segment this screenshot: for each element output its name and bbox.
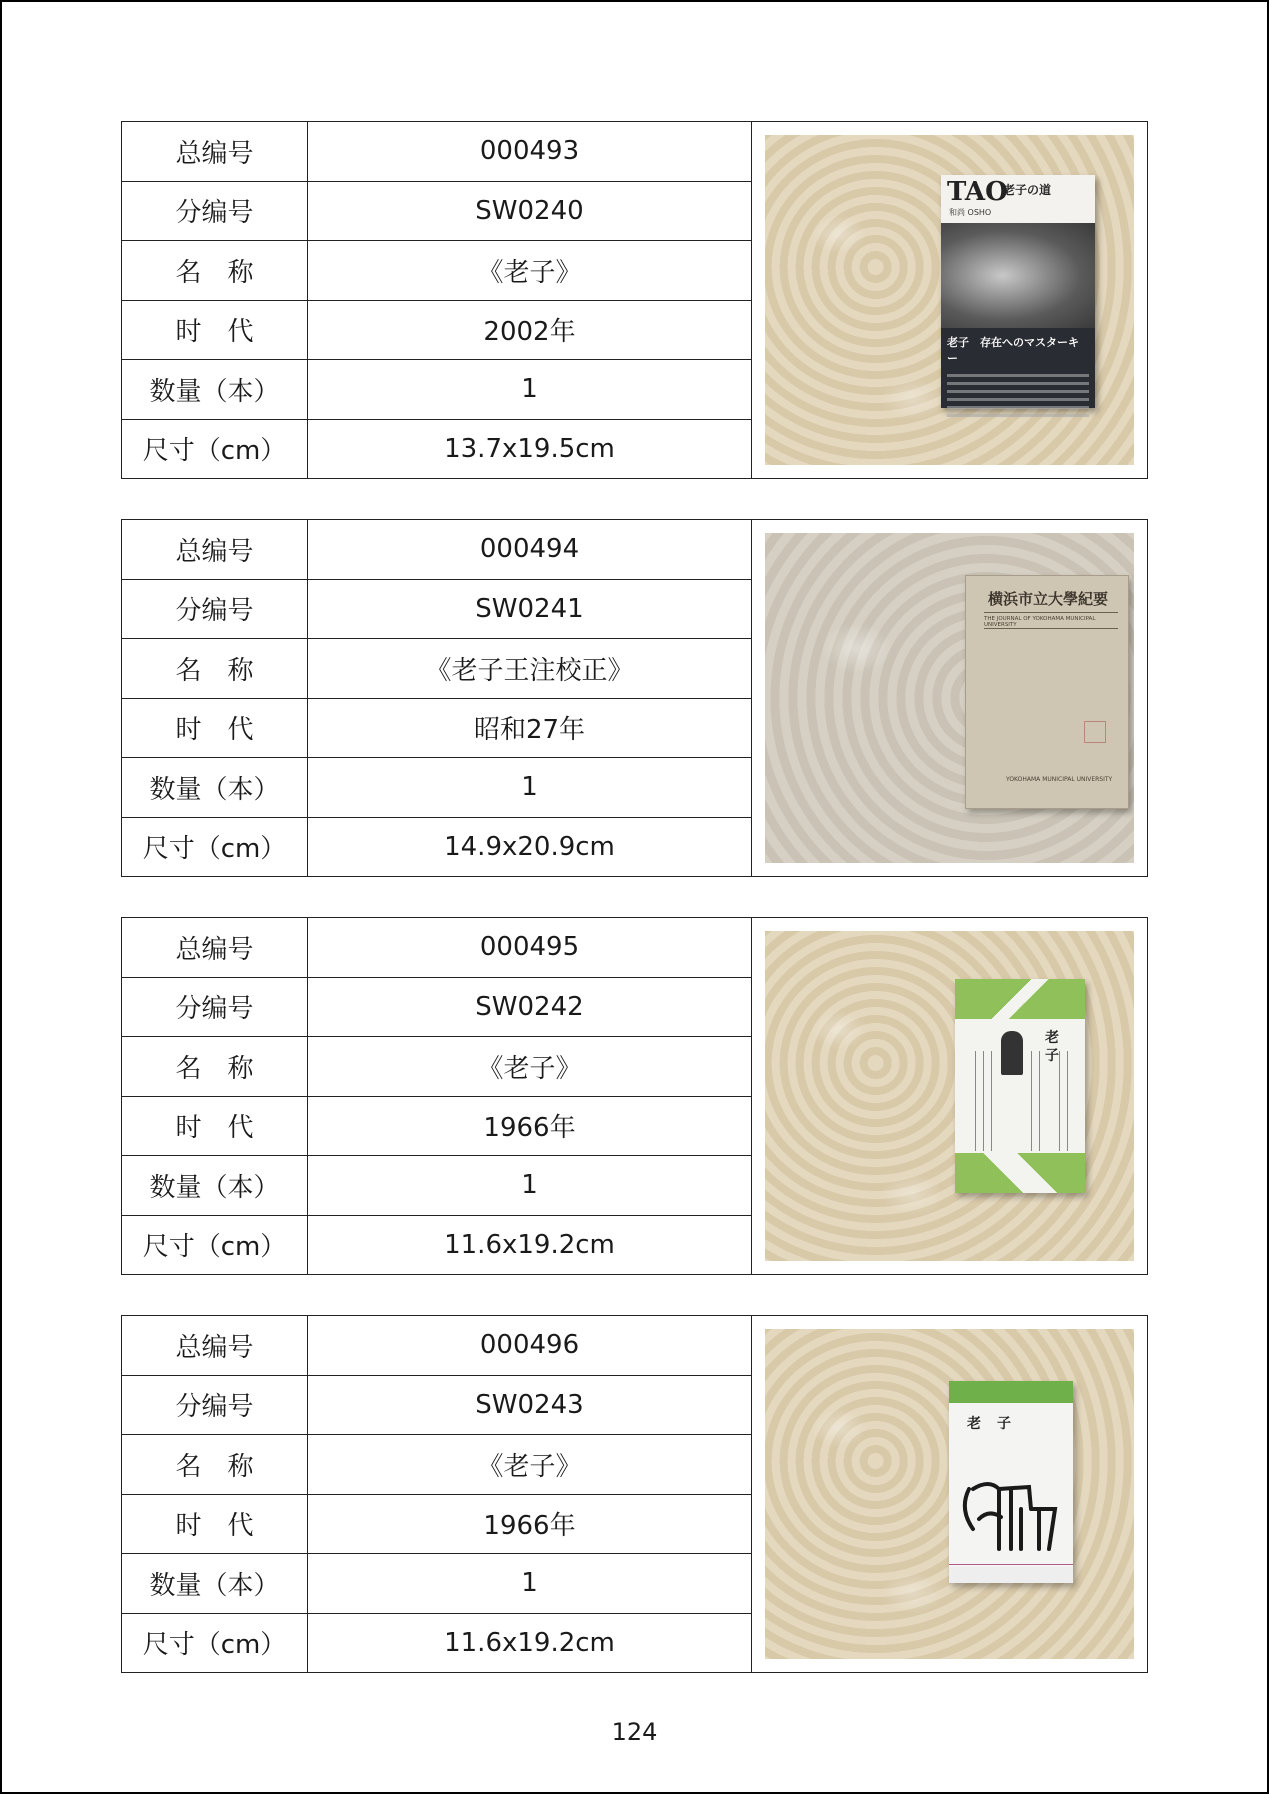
book-cover (955, 979, 1085, 1193)
label-era: 时 代 (122, 699, 308, 758)
label-era: 时 代 (122, 1097, 308, 1156)
record-info-table (122, 122, 752, 478)
page-number: 124 (611, 1718, 658, 1746)
record-info-table (122, 918, 752, 1274)
row-size (122, 818, 751, 877)
value-size: 14.9x20.9cm (444, 831, 615, 862)
label-size: 尺寸（cm） (122, 1216, 308, 1275)
value-era: 昭和27年 (473, 715, 586, 746)
label-quantity: 数量（本） (122, 758, 308, 817)
cover-subtitle: 老子の道 (1003, 183, 1052, 197)
row-name (122, 1435, 751, 1495)
label-quantity: 数量（本） (122, 1554, 308, 1613)
label-sub-no: 分编号 (122, 1376, 308, 1435)
value-size: 13.7x19.5cm (444, 433, 615, 464)
row-size (122, 1614, 751, 1673)
row-era (122, 699, 751, 759)
record-info-table (122, 1316, 752, 1672)
value-era: 1966年 (483, 1511, 576, 1542)
value-sub-no: SW0243 (475, 1389, 584, 1420)
label-sub-no: 分编号 (122, 182, 308, 241)
catalog-record (121, 917, 1148, 1275)
row-size (122, 420, 751, 479)
catalog-record (121, 121, 1148, 479)
row-size (122, 1216, 751, 1275)
catalog-record (121, 519, 1148, 877)
cover-author: 和尚 OSHO (949, 208, 992, 217)
row-era (122, 1495, 751, 1555)
row-sub-no (122, 182, 751, 242)
cover-title: 横浜市立大學紀要 (988, 590, 1109, 608)
photo-cell (752, 1316, 1147, 1672)
row-sub-no (122, 580, 751, 640)
value-quantity: 1 (521, 1568, 538, 1599)
cover-title: 老子 (1045, 1030, 1059, 1064)
label-total-no: 总编号 (122, 918, 308, 977)
row-name (122, 241, 751, 301)
value-sub-no: SW0242 (475, 991, 584, 1022)
value-total-no: 000495 (479, 932, 580, 963)
label-size: 尺寸（cm） (122, 818, 308, 877)
label-name: 名 称 (122, 1037, 308, 1096)
row-total-no (122, 918, 751, 978)
value-quantity: 1 (521, 1170, 538, 1201)
row-era (122, 301, 751, 361)
value-quantity: 1 (521, 772, 538, 803)
value-era: 2002年 (483, 317, 576, 348)
book-cover (941, 175, 1095, 408)
value-size: 11.6x19.2cm (444, 1627, 615, 1658)
cover-title: TAO (947, 177, 1008, 207)
cover-subtitle: THE JOURNAL OF YOKOHAMA MUNICIPAL UNIVERSITY (984, 616, 1096, 628)
label-quantity: 数量（本） (122, 360, 308, 419)
value-total-no: 000493 (479, 136, 580, 167)
cover-blurb (941, 374, 1095, 417)
label-size: 尺寸（cm） (122, 420, 308, 479)
row-total-no (122, 520, 751, 580)
photo-cell (752, 122, 1147, 478)
row-sub-no (122, 1376, 751, 1436)
value-name: 《老子》 (477, 1451, 582, 1482)
photo-cell (752, 520, 1147, 876)
row-name (122, 1037, 751, 1097)
cover-publisher: YOKOHAMA MUNICIPAL UNIVERSITY (1006, 776, 1113, 783)
label-sub-no: 分编号 (122, 580, 308, 639)
row-name (122, 639, 751, 699)
label-name: 名 称 (122, 1435, 308, 1494)
row-quantity (122, 1156, 751, 1216)
row-era (122, 1097, 751, 1157)
cover-dragon-art (941, 223, 1095, 328)
label-era: 时 代 (122, 1495, 308, 1554)
value-total-no: 000496 (479, 1330, 580, 1361)
value-sub-no: SW0241 (475, 593, 584, 624)
row-quantity (122, 758, 751, 818)
label-total-no: 总编号 (122, 520, 308, 579)
label-sub-no: 分编号 (122, 978, 308, 1037)
cover-title: 老子 (967, 1416, 1027, 1432)
value-size: 11.6x19.2cm (444, 1229, 615, 1260)
label-size: 尺寸（cm） (122, 1614, 308, 1673)
book-photo (765, 1329, 1134, 1659)
value-name: 《老子》 (477, 257, 582, 288)
book-photo (765, 135, 1134, 465)
laozi-figure-icon (1001, 1031, 1023, 1075)
photo-cell (752, 918, 1147, 1274)
value-sub-no: SW0240 (475, 195, 584, 226)
library-seal (1084, 721, 1106, 743)
book-photo (765, 533, 1134, 863)
record-info-table (122, 520, 752, 876)
book-photo (765, 931, 1134, 1261)
label-quantity: 数量（本） (122, 1156, 308, 1215)
value-era: 1966年 (483, 1113, 576, 1144)
label-name: 名 称 (122, 241, 308, 300)
row-quantity (122, 360, 751, 420)
label-name: 名 称 (122, 639, 308, 698)
value-quantity: 1 (521, 374, 538, 405)
value-total-no: 000494 (479, 534, 580, 565)
book-cover (965, 575, 1129, 809)
label-total-no: 总编号 (122, 1316, 308, 1375)
value-name: 《老子王注校正》 (425, 655, 634, 686)
book-cover (949, 1381, 1073, 1583)
label-era: 时 代 (122, 301, 308, 360)
value-name: 《老子》 (477, 1053, 582, 1084)
label-total-no: 总编号 (122, 122, 308, 181)
catalog-record (121, 1315, 1148, 1673)
cover-band-text: 老子 存在へのマスターキー (947, 336, 1079, 365)
row-total-no (122, 122, 751, 182)
row-sub-no (122, 978, 751, 1038)
row-total-no (122, 1316, 751, 1376)
calligraphy-drawing-icon (959, 1449, 1063, 1559)
row-quantity (122, 1554, 751, 1614)
